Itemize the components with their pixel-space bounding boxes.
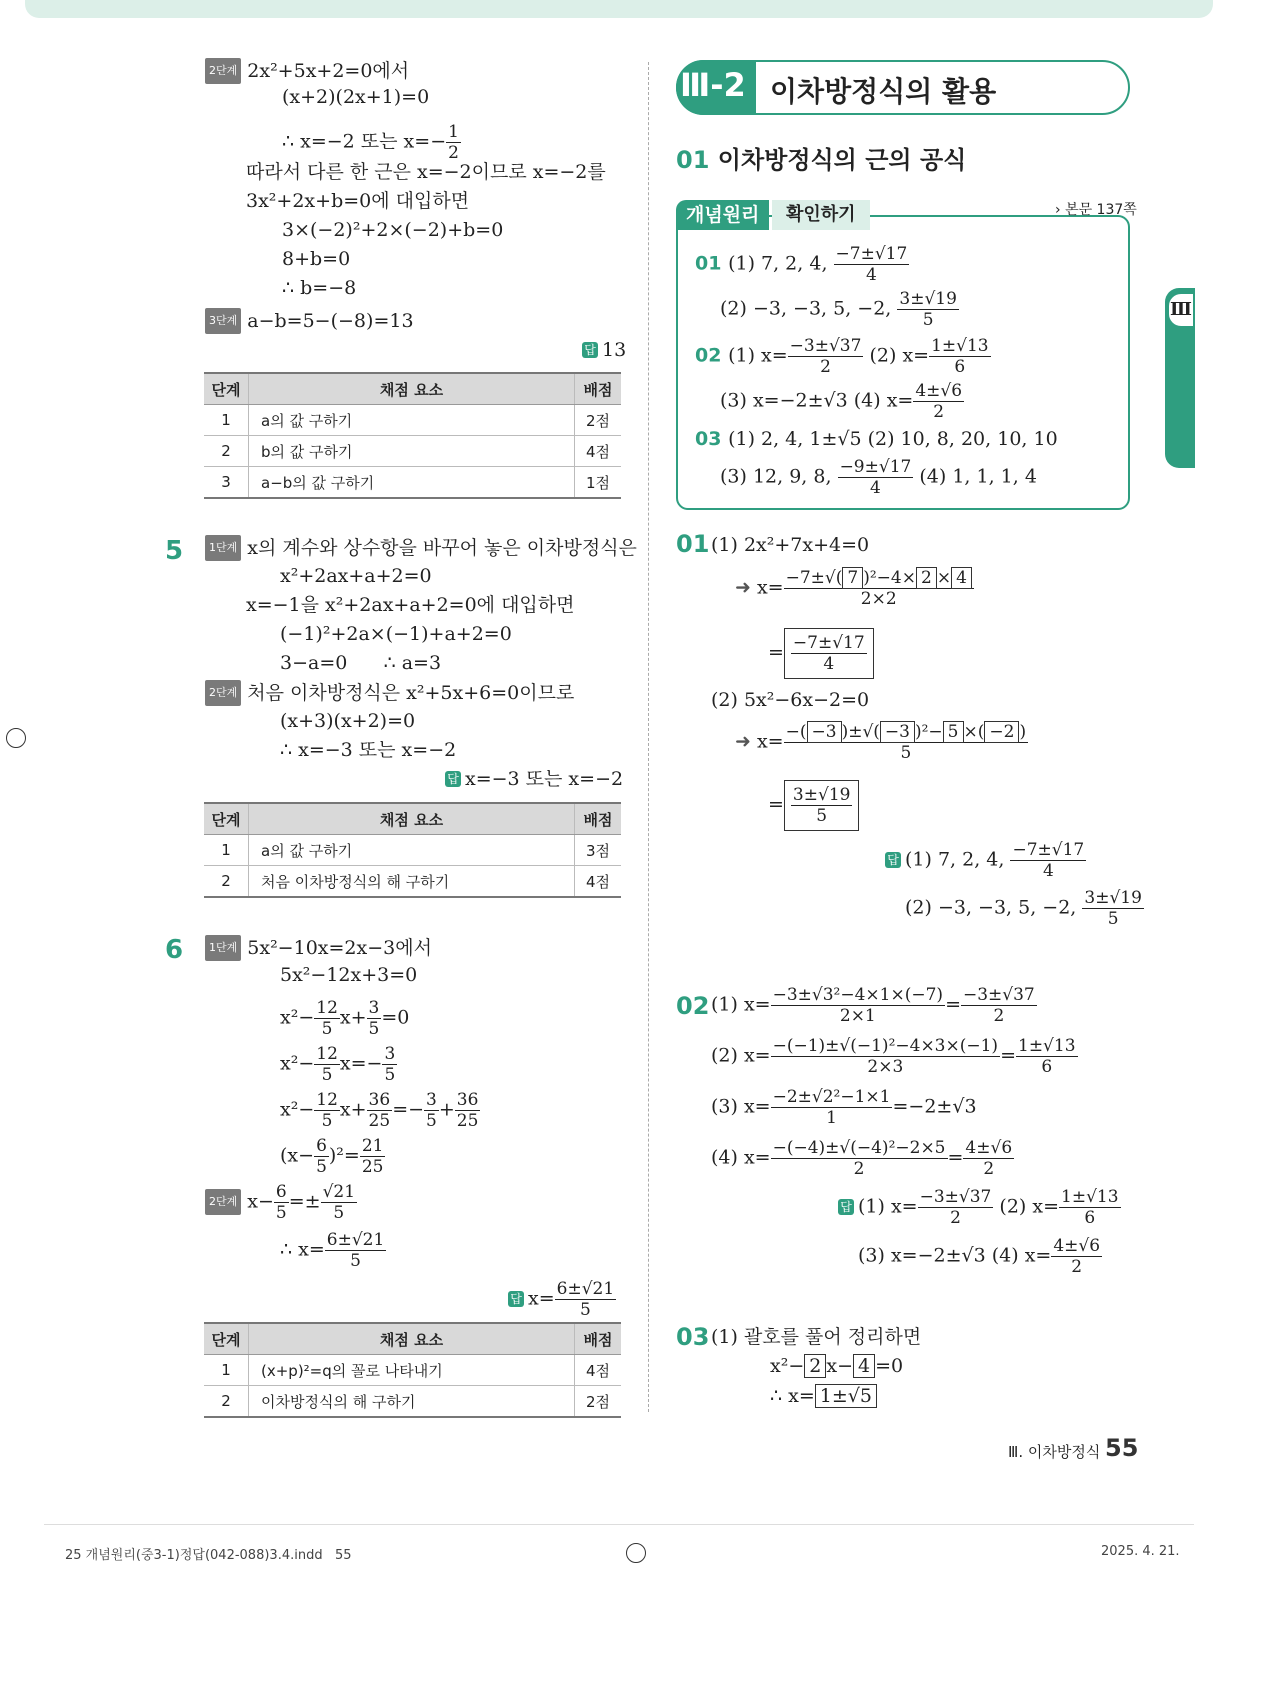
p4-line2: (x+2)(2x+1)=0 bbox=[282, 86, 430, 108]
table-row: 1 a의 값 구하기 2점 bbox=[204, 405, 621, 436]
registration-mark-icon bbox=[6, 728, 26, 748]
p4-line1: 2단계 2x²+5x+2=0에서 bbox=[205, 58, 409, 84]
concept-02-row2: (3) x=−2±√3 (4) x= $\frac{4\pm√6}{2}$ bbox=[720, 381, 963, 422]
s02-line1: (1) x= $\frac{\text{−3±√3²−4×1×(−7)}}{2\times 1}$ = $\frac{-3\pm√37}{2}$ bbox=[711, 985, 1035, 1026]
p6-line1: 1단계 5x²−10x=2x−3에서 bbox=[205, 935, 432, 961]
concept-ref: › 본문 137쪽 bbox=[1055, 202, 1137, 218]
column-divider bbox=[648, 62, 649, 1412]
footer-file: 25 개념원리(중3-1)정답(042-088)3.4.indd 55 bbox=[65, 1548, 352, 1563]
concept-01-row1: 01 (1) 7, 2, 4, $\frac{-7\pm√17}{4}$ bbox=[695, 244, 908, 285]
s01-line3: = $\frac{-7\pm√17}{4}$ bbox=[768, 628, 874, 679]
p6-line8: ∴ x= $\frac{6\pm√21}{5}$ bbox=[280, 1230, 385, 1271]
s01-answer2: (2) −3, −3, 5, −2, $\frac{3\pm√19}{5}$ bbox=[905, 888, 1142, 929]
table-row: 2 이차방정식의 해 구하기 2점 bbox=[204, 1386, 621, 1418]
footer-chapter: Ⅲ. 이차방정식 bbox=[1008, 1443, 1101, 1461]
concept-03-row1: 03 (1) 2, 4, 1±√5 (2) 10, 8, 20, 10, 10 bbox=[695, 428, 1058, 450]
s03-line1: (1) 괄호를 풀어 정리하면 bbox=[711, 1326, 922, 1348]
s02-line2: (2) x= $\frac{\text{−(−1)±√(−1)²−4×3×(−1)}}{2\times 3}$ = $\frac{1\pm√13}{6}$ bbox=[711, 1036, 1076, 1077]
p6-line5: x²− $\frac{12}{5}$ x+ $\frac{36}{25}$ =− $\frac{3}{5}$ + $\frac{36}{25}$ bbox=[280, 1090, 479, 1131]
p4-line8: ∴ b=−8 bbox=[282, 277, 357, 299]
p4-line3: ∴ x=−2 또는 x=− $\frac{1}{2}$ bbox=[282, 122, 459, 163]
s01-line6: = $\frac{3\pm√19}{5}$ bbox=[768, 780, 859, 831]
s01-line2: ➜ x= $\frac{\text{−7±√( 7 )²−4× 2 × 4}}{2\times 2}$ bbox=[735, 568, 974, 609]
s01-line5: ➜ x= $\frac{\text{−( −3 )±√( −3 )²− 5 ×( −2 )}}{5}$ bbox=[735, 722, 1027, 763]
problem-number-5: 5 bbox=[165, 536, 184, 566]
s02-answer1: 답 (1) x= $\frac{-3\pm√37}{2}$ (2) x= $\frac{1\pm√13}{6}$ bbox=[838, 1187, 1121, 1228]
s01-line1: (1) 2x²+7x+4=0 bbox=[711, 534, 870, 556]
p6-line2: 5x²−12x+3=0 bbox=[280, 964, 418, 986]
concept-02-row1: 02 (1) x= $\frac{-3\pm√37}{2}$ (2) x= $\frac{1\pm√13}{6}$ bbox=[695, 336, 989, 377]
concept-03-row2: (3) 12, 9, 8, $\frac{-9\pm√17}{4}$ (4) 1, 1, 1, 4 bbox=[720, 457, 1037, 498]
problem-number-6: 6 bbox=[165, 935, 184, 965]
s03-line3: ∴ x= 1±√5 bbox=[770, 1384, 877, 1408]
s02-line3: (3) x= $\frac{\text{−2±√2²−1×1}}{1}$ =−2±√3 bbox=[711, 1087, 977, 1128]
p6-line7: 2단계 x− $\frac{6}{5}$ =± $\frac{√21}{5}$ bbox=[205, 1182, 357, 1223]
table-row: 2 b의 값 구하기 4점 bbox=[204, 436, 621, 467]
p5-line6: 2단계 처음 이차방정식은 x²+5x+6=0이므로 bbox=[205, 680, 574, 706]
s01-line4: (2) 5x²−6x−2=0 bbox=[711, 689, 870, 711]
top-band bbox=[25, 0, 1213, 18]
table-row: 2 처음 이차방정식의 해 구하기 4점 bbox=[204, 866, 621, 898]
p4-line5: 3x²+2x+b=0에 대입하면 bbox=[246, 190, 470, 212]
s02-answer2: (3) x=−2±√3 (4) x= $\frac{4\pm√6}{2}$ bbox=[858, 1236, 1101, 1277]
score-table-1: 단계 채점 요소 배점 1 a의 값 구하기 2점 2 b의 값 구하기 4점 3 a−b의 값 구하기 1점 bbox=[204, 372, 621, 499]
p6-answer: 답 x= $\frac{6\pm√21}{5}$ bbox=[508, 1279, 616, 1320]
p6-line3: x²− $\frac{12}{5}$ x+ $\frac{3}{5}$ =0 bbox=[280, 998, 410, 1039]
p5-line3: x=−1을 x²+2ax+a+2=0에 대입하면 bbox=[246, 594, 575, 616]
p5-line2: x²+2ax+a+2=0 bbox=[280, 565, 432, 587]
registration-mark-icon bbox=[626, 1543, 646, 1563]
solution-number-01: 01 bbox=[676, 530, 710, 558]
p4-line4: 따라서 다른 한 근은 x=−2이므로 x=−2를 bbox=[246, 161, 606, 183]
side-tab bbox=[1165, 288, 1195, 468]
concept-label: 확인하기 bbox=[772, 200, 870, 230]
solution-number-02: 02 bbox=[676, 992, 710, 1020]
p6-line6: (x− $\frac{6}{5}$ )²= $\frac{21}{25}$ bbox=[280, 1136, 384, 1177]
p4-answer: 답 13 bbox=[582, 338, 626, 362]
p4-line6: 3×(−2)²+2×(−2)+b=0 bbox=[282, 219, 504, 241]
solution-number-03: 03 bbox=[676, 1323, 710, 1351]
concept-tag: 개념원리 bbox=[676, 200, 769, 230]
p6-line4: x²− $\frac{12}{5}$ x=− $\frac{3}{5}$ bbox=[280, 1044, 396, 1085]
s01-answer1: 답 (1) 7, 2, 4, $\frac{-7\pm√17}{4}$ bbox=[885, 840, 1086, 881]
section-number: Ⅲ-2 bbox=[680, 66, 746, 104]
p4-line7: 8+b=0 bbox=[282, 248, 351, 270]
p5-line8: ∴ x=−3 또는 x=−2 bbox=[280, 739, 457, 761]
p4-line9: 3단계 a−b=5−(−8)=13 bbox=[205, 308, 414, 334]
page-number: 55 bbox=[1105, 1434, 1139, 1462]
p5-line4: (−1)²+2a×(−1)+a+2=0 bbox=[280, 623, 512, 645]
section-title: 이차방정식의 활용 bbox=[770, 75, 997, 108]
score-table-3: 단계 채점 요소 배점 1 (x+p)²=q의 꼴로 나타내기 4점 2 이차방정식의 해 구하기 2점 bbox=[204, 1322, 621, 1418]
concept-01-row2: (2) −3, −3, 5, −2, $\frac{3\pm√19}{5}$ bbox=[720, 289, 957, 330]
table-row: 1 a의 값 구하기 3점 bbox=[204, 835, 621, 866]
subsection-title: 01 이차방정식의 근의 공식 bbox=[676, 146, 967, 174]
table-row: 3 a−b의 값 구하기 1점 bbox=[204, 467, 621, 499]
table-row: 1 (x+p)²=q의 꼴로 나타내기 4점 bbox=[204, 1355, 621, 1386]
side-tab-label: Ⅲ bbox=[1167, 292, 1195, 328]
s03-line2: x²− 2 x− 4 =0 bbox=[770, 1355, 904, 1377]
p5-line7: (x+3)(x+2)=0 bbox=[280, 710, 416, 732]
p5-line1: 1단계 x의 계수와 상수항을 바꾸어 놓은 이차방정식은 bbox=[205, 535, 637, 561]
footer-rule bbox=[44, 1524, 1194, 1525]
p5-answer: 답 x=−3 또는 x=−2 bbox=[445, 767, 623, 791]
p5-line5: 3−a=0 ∴ a=3 bbox=[280, 652, 442, 674]
footer-date: 2025. 4. 21. bbox=[1101, 1544, 1180, 1559]
s02-line4: (4) x= $\frac{\text{−(−4)±√(−4)²−2×5}}{2}$ = $\frac{4\pm√6}{2}$ bbox=[711, 1138, 1013, 1179]
score-table-2: 단계 채점 요소 배점 1 a의 값 구하기 3점 2 처음 이차방정식의 해 구하기 4점 bbox=[204, 802, 621, 898]
